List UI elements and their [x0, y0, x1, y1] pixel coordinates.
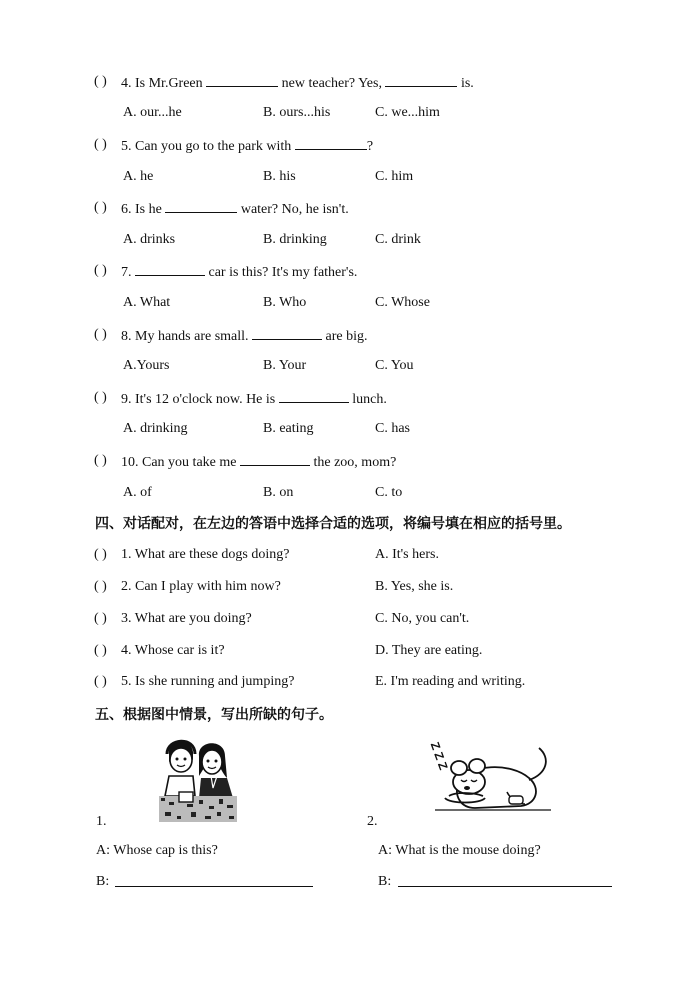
question-text: ? [366, 139, 374, 154]
question-text: 6. Is he [121, 202, 166, 217]
question-text: the zoo, mom? [309, 455, 397, 470]
question-text: 9. It's 12 o'clock now. He is [121, 392, 279, 407]
dialogue-1-answer-blank[interactable] [115, 873, 313, 887]
option-b: B. his [263, 169, 296, 184]
match-question: 3. What are you doing? [121, 611, 252, 626]
answer-paren[interactable]: ( ) [94, 547, 107, 562]
option-b: B. Your [263, 358, 307, 373]
option-a: A. of [123, 485, 152, 500]
answer-paren[interactable]: ( ) [94, 579, 107, 594]
question-text: 5. Can you go to the park with [121, 139, 295, 154]
children-picture [155, 732, 239, 824]
answer-paren[interactable]: ( ) [94, 390, 107, 405]
question-text: are big. [322, 329, 368, 344]
answer-paren[interactable]: ( ) [94, 643, 107, 658]
option-a: A. drinks [123, 232, 176, 247]
option-a: A. drinking [123, 421, 188, 436]
answer-paren[interactable]: ( ) [94, 453, 107, 468]
option-c: C. Whose [375, 295, 430, 310]
option-b: B. eating [263, 421, 314, 436]
question-text: 4. Is Mr.Green [121, 76, 207, 91]
question-text: 8. My hands are small. [121, 329, 253, 344]
fill-blank[interactable] [165, 199, 237, 213]
question-text: new teacher? Yes, [278, 76, 386, 91]
section-5-heading: 五、根据图中情景，写出所缺的句子。 [95, 707, 333, 723]
fill-blank[interactable] [252, 326, 322, 340]
sleep-zzz-text: Z Z Z [427, 740, 451, 772]
sleeping-mouse-picture [425, 738, 557, 818]
dialogue-1-answer-label: B: [96, 874, 110, 889]
answer-paren[interactable]: ( ) [94, 327, 107, 342]
option-c: C. You [375, 358, 414, 373]
match-question: 4. Whose car is it? [121, 643, 225, 658]
fill-blank[interactable] [135, 262, 205, 276]
option-a: A. our...he [123, 105, 182, 120]
option-b: B. ours...his [263, 105, 331, 120]
fill-blank[interactable] [385, 73, 457, 87]
question-text: is. [457, 76, 474, 91]
option-c: C. has [375, 421, 410, 436]
answer-paren[interactable]: ( ) [94, 674, 107, 689]
picture-2-number: 2. [367, 814, 378, 829]
question-text: water? No, he isn't. [237, 202, 349, 217]
option-a: A. What [123, 295, 171, 310]
answer-paren[interactable]: ( ) [94, 137, 107, 152]
dialogue-1-question: A: Whose cap is this? [96, 843, 218, 858]
match-question: 1. What are these dogs doing? [121, 547, 290, 562]
answer-paren[interactable]: ( ) [94, 74, 107, 89]
dialogue-2-question: A: What is the mouse doing? [378, 843, 541, 858]
question-text: lunch. [348, 392, 387, 407]
match-question: 5. Is she running and jumping? [121, 674, 295, 689]
option-b: B. on [263, 485, 294, 500]
fill-blank[interactable] [279, 389, 349, 403]
option-b: B. drinking [263, 232, 327, 247]
option-b: B. Who [263, 295, 307, 310]
fill-blank[interactable] [206, 73, 278, 87]
match-answer: E. I'm reading and writing. [375, 674, 526, 689]
section-4-heading: 四、对话配对，在左边的答语中选择合适的选项，将编号填在相应的括号里。 [95, 516, 571, 532]
question-text: 10. Can you take me [121, 455, 240, 470]
dialogue-2-answer-label: B: [378, 874, 392, 889]
option-a: A. he [123, 169, 154, 184]
match-question: 2. Can I play with him now? [121, 579, 281, 594]
answer-paren[interactable]: ( ) [94, 263, 107, 278]
answer-paren[interactable]: ( ) [94, 611, 107, 626]
answer-paren[interactable]: ( ) [94, 200, 107, 215]
question-text: 7. [121, 265, 135, 280]
fill-blank[interactable] [295, 136, 367, 150]
match-answer: C. No, you can't. [375, 611, 470, 626]
option-c: C. we...him [375, 105, 440, 120]
option-c: C. him [375, 169, 414, 184]
match-answer: D. They are eating. [375, 643, 483, 658]
question-text: car is this? It's my father's. [205, 265, 358, 280]
picture-1-number: 1. [96, 814, 107, 829]
option-c: C. drink [375, 232, 421, 247]
match-answer: A. It's hers. [375, 547, 439, 562]
match-answer: B. Yes, she is. [375, 579, 454, 594]
option-c: C. to [375, 485, 403, 500]
option-a: A.Yours [123, 358, 170, 373]
dialogue-2-answer-blank[interactable] [398, 873, 612, 887]
fill-blank[interactable] [240, 452, 310, 466]
